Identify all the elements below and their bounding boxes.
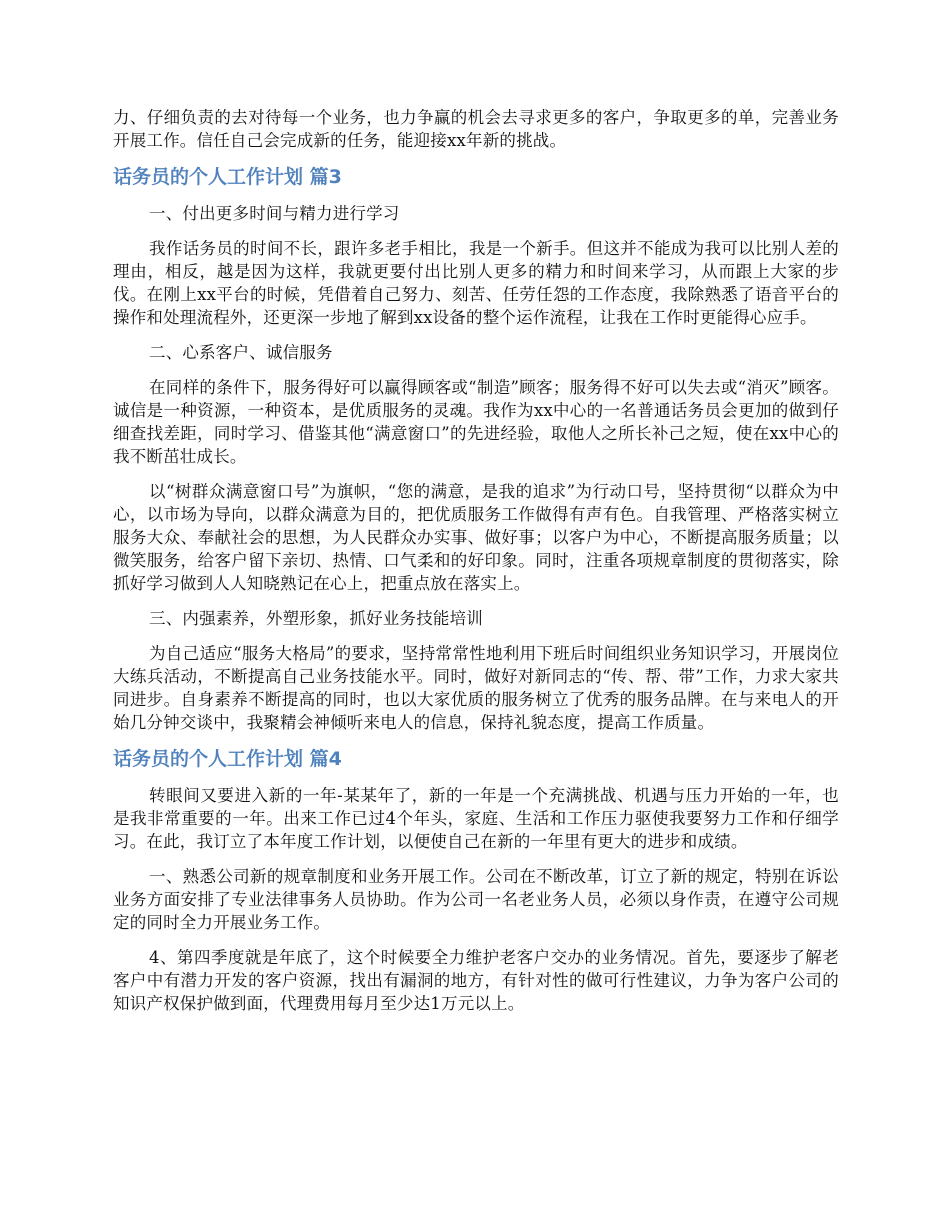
section-4-heading: 话务员的个人工作计划 篇4: [113, 748, 342, 770]
section-3-paragraph-1: 我作话务员的时间不长，跟许多老手相比，我是一个新手。但这并不能成为我可以比别人差的理由，相反，越是因为这样，我就更要付出比别人更多的精力和时间来学习，从而跟上大家的步伐。在刚上xx平台的时候，凭借着自己努力、刻苦、任劳任怨的工作态度，我除熟悉了语音平台的操作和处理流程外，还更深一步地了解到xx设备的整个运作流程，让我在工作时更能得心应手。: [113, 239, 839, 327]
section-3-paragraph-4: 为自己适应“服务大格局”的要求，坚持常常性地利用下班后时间组织业务知识学习，开展岗位大练兵活动，不断提高自己业务技能水平。同时，做好对新同志的“传、帮、带”工作，力求大家共同进步。自身素养不断提高的同时，也以大家优质的服务树立了优秀的服务品牌。在与来电人的开始几分钟交谈中，我聚精会神倾听来电人的信息，保持礼貌态度，提高工作质量。: [113, 644, 839, 732]
section-4-paragraph-1: 转眼间又要进入新的一年-某某年了，新的一年是一个充满挑战、机遇与压力开始的一年，也是我非常重要的一年。出来工作已过4个年头，家庭、生活和工作压力驱使我要努力工作和仔细学习。在此，我订立了本年度工作计划，以便使自己在新的一年里有更大的进步和成绩。: [113, 786, 839, 851]
section-3-subheading-3: 三、内强素养，外塑形象，抓好业务技能培训: [149, 609, 483, 628]
intro-paragraph: 力、仔细负责的去对待每一个业务，也力争赢的机会去寻求更多的客户，争取更多的单，完善业务开展工作。信任自己会完成新的任务，能迎接xx年新的挑战。: [113, 108, 839, 150]
section-3-subheading-1: 一、付出更多时间与精力进行学习: [149, 204, 400, 223]
section-3-paragraph-3: 以“树群众满意窗口号”为旗帜，“您的满意，是我的追求”为行动口号，坚持贯彻“以群众为中心，以市场为导向，以群众满意为目的，把优质服务工作做得有声有色。自我管理、严格落实树立服务大众、奉献社会的思想，为人民群众办实事、做好事；以客户为中心，不断提高服务质量；以微笑服务，给客户留下亲切、热情、口气柔和的好印象。同时，注重各项规章制度的贯彻落实，除抓好学习做到人人知晓熟记在心上，把重点放在落实上。: [113, 482, 839, 593]
section-4-paragraph-2: 一、熟悉公司新的规章制度和业务开展工作。公司在不断改革，订立了新的规定，特别在诉讼业务方面安排了专业法律事务人员协助。作为公司一名老业务人员，必须以身作责，在遵守公司规定的同时全力开展业务工作。: [113, 867, 839, 932]
section-3-subheading-2: 二、心系客户、诚信服务: [149, 343, 333, 362]
section-3-paragraph-2: 在同样的条件下，服务得好可以赢得顾客或“制造”顾客；服务得不好可以失去或“消灭”顾客。诚信是一种资源，一种资本，是优质服务的灵魂。我作为xx中心的一名普通话务员会更加的做到仔细查找差距，同时学习、借鉴其他“满意窗口”的先进经验，取他人之所长补己之短，使在xx中心的我不断茁壮成长。: [113, 378, 839, 466]
section-3-heading: 话务员的个人工作计划 篇3: [113, 166, 342, 188]
section-4-paragraph-3: 4、第四季度就是年底了，这个时候要全力维护老客户交办的业务情况。首先，要逐步了解老客户中有潜力开发的客户资源，找出有漏洞的地方，有针对性的做可行性建议，力争为客户公司的知识产权保护做到面，代理费用每月至少达1万元以上。: [113, 948, 839, 1013]
document-page: [113, 106, 839, 1027]
